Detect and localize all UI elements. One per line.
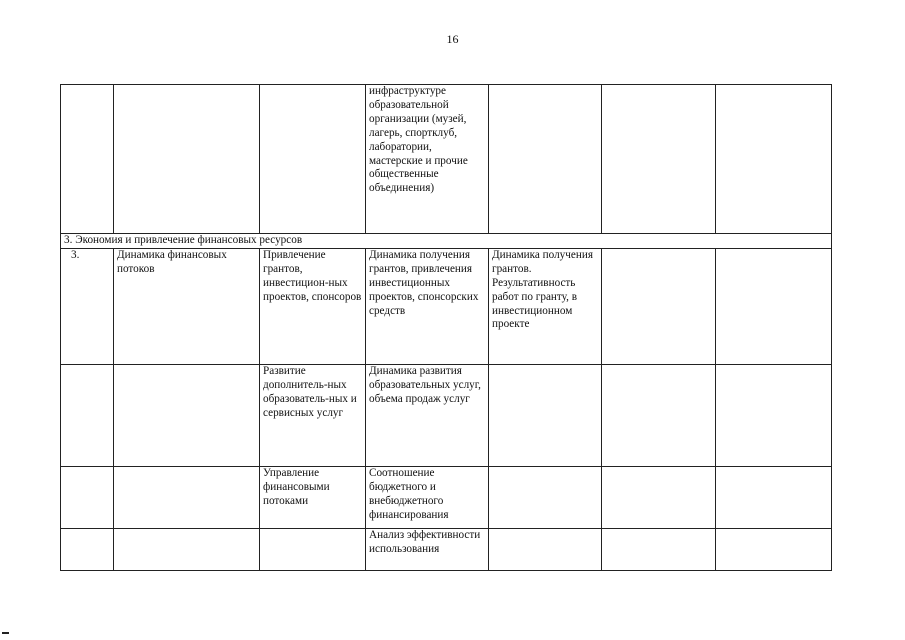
- table-cell: [61, 528, 114, 570]
- table-cell: [114, 85, 260, 234]
- table-cell: [114, 528, 260, 570]
- row-number: 3.: [61, 248, 114, 364]
- scan-mark: [2, 632, 9, 634]
- cell-text: Динамика развития образовательных услуг, объема продаж услуг: [369, 364, 481, 405]
- table-cell: [366, 466, 489, 528]
- table-cell: [61, 466, 114, 528]
- table-cell: [489, 248, 602, 364]
- table-row: [61, 528, 832, 570]
- cell-text: Привлечение грантов, инвестицион-ных проектов, спонсоров: [263, 248, 362, 303]
- cell-text: Управление финансовыми потоками: [263, 466, 330, 507]
- table-cell: [716, 528, 832, 570]
- table-cell: [489, 364, 602, 466]
- table-cell: [716, 85, 832, 234]
- table-cell: [114, 248, 260, 364]
- table-cell: [260, 85, 366, 234]
- table-cell: [602, 364, 716, 466]
- table-cell: [366, 364, 489, 466]
- table-cell: [114, 364, 260, 466]
- table-row: [61, 85, 832, 234]
- table-row: [61, 364, 832, 466]
- table-row: [61, 248, 832, 364]
- table-cell: [602, 85, 716, 234]
- table-cell: [260, 528, 366, 570]
- table-row: [61, 466, 832, 528]
- cell-text: инфраструктуре образовательной организации (музей, лагерь, спортклуб, лаборатории, мастерские и прочие общественные объединения): [369, 85, 468, 195]
- cell-text: Динамика получения грантов, привлечения инвестиционных проектов, спонсорских средств: [369, 248, 479, 317]
- criteria-table: [60, 84, 832, 571]
- table-cell: [260, 248, 366, 364]
- cell-text: Динамика получения грантов. Результативность работ по гранту, в инвестиционном проекте: [492, 248, 593, 331]
- table-cell: [716, 364, 832, 466]
- table-cell: [602, 466, 716, 528]
- table-cell: [366, 85, 489, 234]
- table-cell: [260, 364, 366, 466]
- cell-text: Соотношение бюджетного и внебюджетного финансирования: [369, 466, 449, 521]
- table-cell: [716, 248, 832, 364]
- table-cell: [366, 248, 489, 364]
- table-cell: [602, 528, 716, 570]
- table-cell: [61, 85, 114, 234]
- table-cell: [61, 364, 114, 466]
- page-number: 16: [446, 32, 459, 46]
- cell-text: Развитие дополнитель-ных образователь-ных и сервисных услуг: [263, 364, 357, 419]
- table-cell: [489, 85, 602, 234]
- table-cell: [114, 466, 260, 528]
- section-header: 3. Экономия и привлечение финансовых ресурсов: [61, 234, 832, 249]
- cell-text: Динамика финансовых потоков: [117, 248, 227, 275]
- section-header-row: [61, 234, 832, 249]
- table-cell: [489, 528, 602, 570]
- table-cell: [602, 248, 716, 364]
- table-cell: [366, 528, 489, 570]
- table-cell: [716, 466, 832, 528]
- cell-text: Анализ эффективности использования: [369, 528, 481, 555]
- table-cell: [489, 466, 602, 528]
- table-cell: [260, 466, 366, 528]
